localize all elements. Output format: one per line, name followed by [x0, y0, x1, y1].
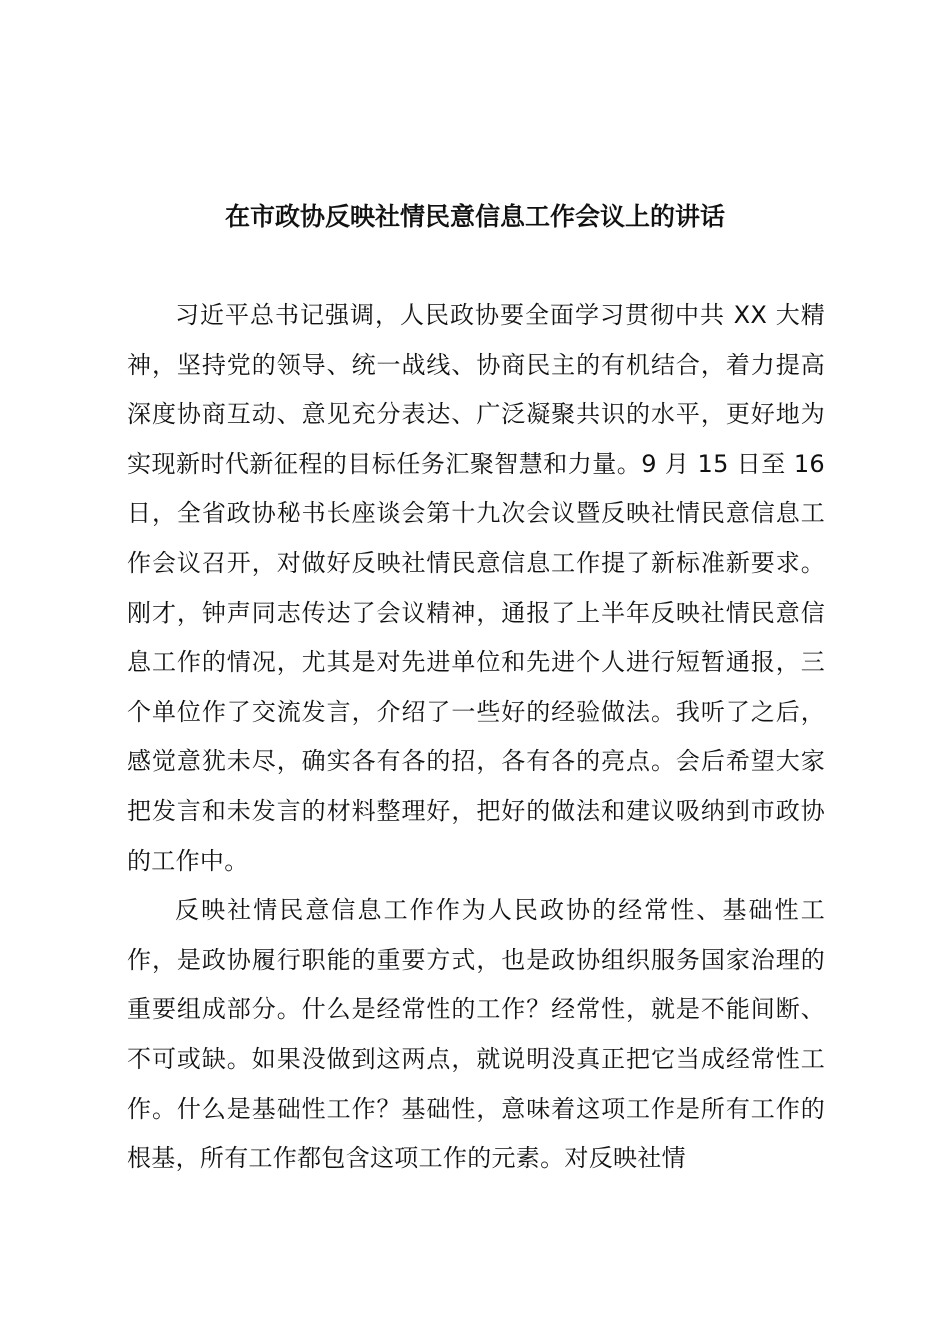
document-title: 在市政协反映社情民意信息工作会议上的讲话 — [224, 202, 725, 231]
paragraph-2: 反映社情民意信息工作作为人民政协的经常性、基础性工作，是政协履行职能的重要方式，也是政协组织服务国家治理的重要组成部分。什么是经常性的工作？经常性，就是不能间断、不可或缺。如果没做到这两点，就说明没真正把它当成经常性工作。什么是基础性工作？基础性，意味着这项工作是所有工作的根基，所有工作都包含这项工作的元素。对反映社情 — [127, 896, 825, 1173]
paragraph-1: 习近平总书记强调，人民政协要全面学习贯彻中共 XX 大精神，坚持党的领导、统一战线、协商民主的有机结合，着力提高深度协商互动、意见充分表达、广泛凝聚共识的水平，更好地为实现新时代新征程的目标任务汇聚智慧和力量。9 月 15 日至 16 日，全省政协秘书长座谈会第十九次会议暨反映社情民意信息工作会议召开，对做好反映社情民意信息工作提了新标准新要求。刚才，钟声同志传达了会议精神，通报了上半年反映社情民意信息工作的情况，尤其是对先进单位和先进个人进行短暂通报，三个单位作了交流发言，介绍了一些好的经验做法。我听了之后，感觉意犹未尽，确实各有各的招，各有各的亮点。会后希望大家把发言和未发言的材料整理好，把好的做法和建议吸纳到市政协的工作中。 — [127, 301, 825, 875]
document-body — [127, 291, 825, 1184]
